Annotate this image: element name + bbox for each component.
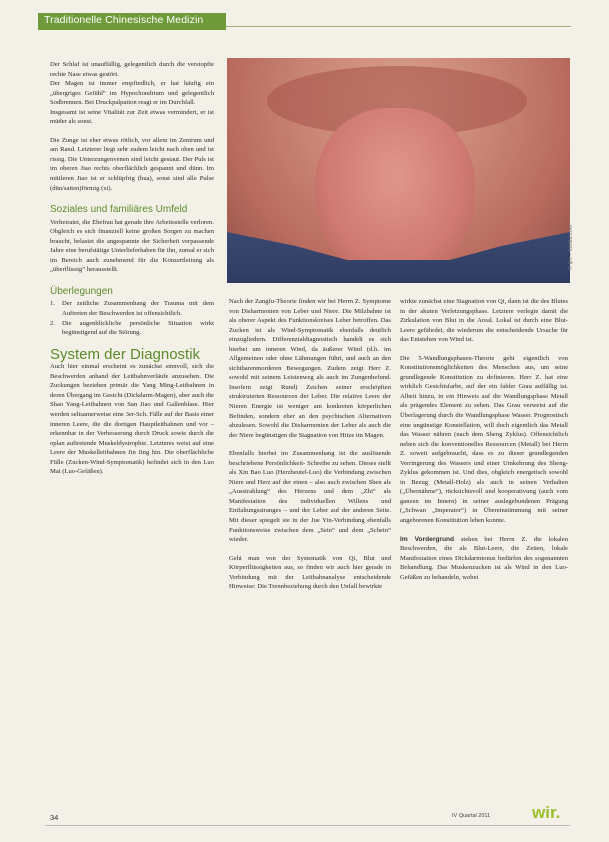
paragraph: Auch hier einmal erscheint es zunächst sinnvoll, sich die Beschwerden anhand der Leitbahnverläufe anzusehen. Die Zuckungen beziehen primär die Yang Ming-Leitbahnen in deren Übergang im Gesicht (Dickdarm-Magen), aber auch die Shao Yang-Leitbahnen von San Jiao und Gallenblase. Hier werden seltsamerweise eine 3er-Sch. Fälle auf der Basis einer inneren Leere, die die dortigen Hauptleitbahnen und vor – erkennbar in der Verbesserung durch Druck sowie durch die oplan auftretende Muskeldystrophie. Letzteres weist auf eine Leere der Muskelleitbahnen Jin Jing hin. Die oberflächliche Fülle (Zucken-Wind-Symptomatik) befindet sich in den Luo Mai (Luo-Gefäßen). xyxy=(50,363,214,476)
paragraph: Insgesamt ist seine Vitalität zur Zeit etwas vermindert, er ist müder als sonst. xyxy=(50,108,214,126)
list-item: 2. Die augenblickliche persönliche Situation wirkt begünstigend auf die Störung. xyxy=(50,319,214,337)
paragraph: Der Magen ist immer empfindlich, er hat häufig ein „übergriges Gefühl“ im Hypochondrium und gelegentlich Sodbrennen. Bei Druckpalpation reagt er im Durchfall. xyxy=(50,80,214,107)
paragraph: Verheiratet, die Ehefrau hat gerade ihre Arbeitsstelle verloren. Obgleich es sich finanziell keine großen Sorgen zu machen braucht, belastet die angespannte der Sicherheit verpassende Jahre eine berufstätige Unterlieferhaben für ihn, zumal er sich im Bereich auch zunehmend für die Konzertleitung als „überflüssig“ herausstellt. xyxy=(50,218,214,274)
heading-system: System der Diagnostik xyxy=(50,345,201,363)
considerations-list xyxy=(50,299,214,337)
section-title: Traditionelle Chinesische Medizin xyxy=(44,14,204,26)
issue-label: IV Quartal 2011 xyxy=(452,813,491,819)
footer-rule xyxy=(45,825,570,826)
list-item: 1. Der zeitliche Zusammenhang der Trauma mit dem Auftreten der Beschwerden ist offensichtlich. xyxy=(50,300,214,318)
paragraph: Der Schlaf ist unauffällig, gelegentlich durch die verstopfte rechte Nase etwas gestört. xyxy=(50,61,214,78)
photo-tongue xyxy=(315,108,475,278)
tongue-photo xyxy=(227,58,570,283)
inline-heading: Im Vordergrund xyxy=(400,535,455,543)
paragraph: wirkte zunächst eine Stagnation von Qi, dann ist die des Blutes in der akuten Verletzungsphase. Letztere verlegte damit die Zirkulation von Blut in die Areal. Lokal ist durch eine Blut-Leere gefährdet, die wiederum die entscheidende Ursache für das Entstehen von Wind ist. xyxy=(400,298,568,344)
paragraph: Im Vordergrund stehen bei Herrn Z. die lokalen Beschwerden, die als Blut-Leere, die Zeiten, lokale Manifestation eines Dickdarmtonus bedürfen des sogenannten Behandlung. Das Muskenzucken ist als Wind in den Luo-Gefäßen zu behandeln, wobei xyxy=(400,535,568,581)
paragraph: Die Zunge ist eher etwas rötlich, vor allem im Zentrum und am Rand. Letzterer liegt sehr zudem leicht nach oben und ist rissig. Die Unterzungenvenen sind leicht gestaut. Der Puls ist im oberen Jiao rechts oberflächlich gespannt und dünn. Im mittleren Jiao ist er schlüpfrig (hua), sonst sind alle Pulse (dün/saiten)förmig (xi). xyxy=(50,136,214,192)
paragraph: Ebenfalls hierbei im Zusammenhang ist die auslösende beschriebene Persönlichkeit- Schreibe zu sehen. Dieses stellt als Xin Bao Luo (Herzbeutel-Luo) die Verbindung zwischen Niere und Herz auf der einen – also auch zwischen Shen als „Ausstrahlung“ des Herzens und dem „Zhi“ als Manifestation des individuellen Willens und Entfaltungsstranges – und der Leber auf der anderen Seite. Mit dieser spiegelt sie in der Jue Yin-Verbindung ebenfalls Funktionsweise zwischen dem „Sein“ und dem „Schein“ wieder. xyxy=(229,450,391,544)
left-column xyxy=(50,60,214,477)
photo-credit: © ljm – fotolia.com xyxy=(568,224,574,270)
paragraph: Nach der Zangfu-Theorie finden wir bei Herrn Z. Symptome von Disharmonien von Leber und Niere. Die Milzbahne ist als oberer Aspekt des Funktionskreises Leber betroffen. Das Zucken ist als Wind-Symptomatik ebenfalls deutlich einzugliedern. Differenzialdiagnostisch handelt es sich hierbei um inneren Wind, da äußerer Wind (d.h. im Allgemeinen oder ohne Lähmungen führt, und auch an den sichtbarenmorderen Bewegungen. Zudem zeigt Herr Z. sowohl mit seinem Leistenweg als auch im Zungenbefund. Insofern zeigt Rund) Zeichen seiner erschöpften struktruierten Ressourcen der Leber. Die relative Leere der Nieren Energie ist weniger am konkreten körperlichen Befinden, sondern eher an den psychischen Alternativen abzulesen. Sowohl die Disharmonien der Leber als auch die der Niere begünstigen die Stagnation von Hitze im Magen. xyxy=(229,298,391,439)
page-number: 34 xyxy=(50,813,59,822)
paragraph: Geht man von der Systematik von Qi, Blut und Körperflüssigkeiten aus, so finden wir auch hier gerade in Verbindung mit der Leitbahnanalyse entscheidende Hinweise: Die Trennbeziehung durch den Unfall bewirkte xyxy=(229,554,391,591)
right-column xyxy=(400,297,568,582)
heading-social: Soziales und familiäres Umfeld xyxy=(50,204,188,216)
magazine-logo: wir. xyxy=(532,803,561,822)
middle-column xyxy=(229,297,391,592)
paragraph: Die 5-Wandlungsphasen-Theorie geht eigentlich von Konstitutionsmöglichkeiten des Menschen aus, um seine grundlegende Konstitution zu definieren. Herr Z. hat eine wirklich Gesichtsfarbe, auf der ein fahler Grau auffällig ist. Albeit hinzu, in ein Hinweis auf die Wandlungsphase Metall als prägendes Element zu sehen. Das Grau verweist auf die Überlagerung durch die Wandlungsphase Wasser. Prognostisch eine ungünstige Konstellation, will doch eigentlich das Metall das Wasser nähren (nach dem Sheng Zyklus). Offensichtlich neben sich die konventionelles Ressourcen (Metall) bei Herrn Z. soweit aufgebraucht, dass es zu dieser grundlegenden Verringerung des Wassers und einer Umkehrung des Sheng-Zyklus gekommen ist. Und dies, obgleich energetisch sowohl in Bezug (Metall-Holz) als auch in seinen Verhalten („Übernähme“), rücksichtsvoll und kooperativung (auch vom ganzen im Innern) in seiner auslegebundenen Prägung („Schwan „Imperator“) in Übereinstimmung mit seiner angeborenen Konstitution leben konnte. xyxy=(400,354,568,525)
header-rule xyxy=(226,26,571,27)
heading-ueberlegungen: Überlegungen xyxy=(50,285,113,297)
